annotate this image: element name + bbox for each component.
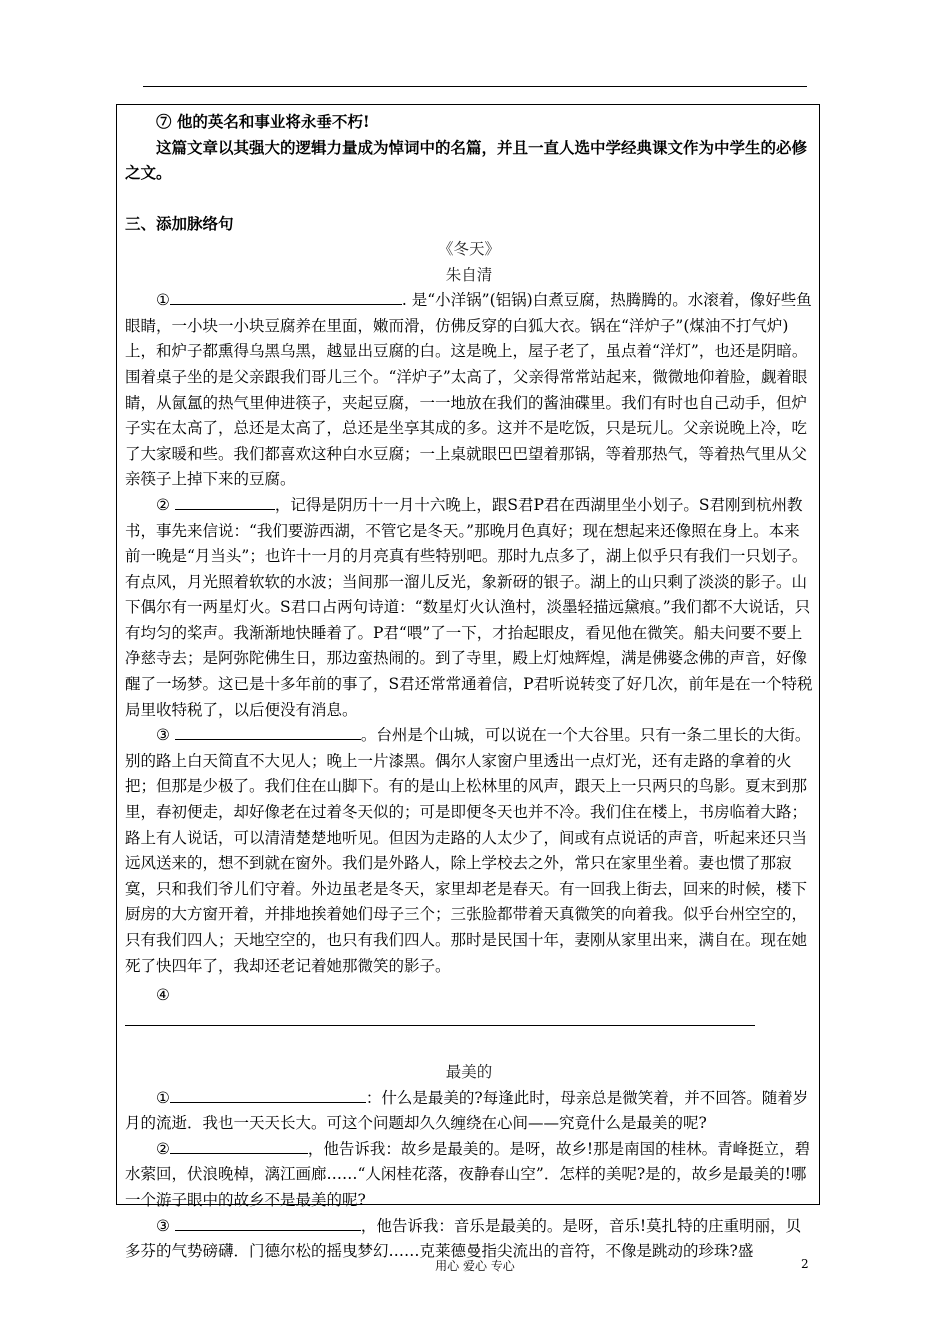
- header-rule: [143, 86, 807, 87]
- essay1-paragraph-1: ① . 是“小洋锅”(铝锅)白煮豆腐，热腾腾的。水滚着，像好些鱼眼睛，一小块一小块豆腐养在里面，嫩而滑，仿佛反穿的白狐大衣。锅在“洋炉子”(煤油不打气炉)上，和炉子都熏得乌黑乌黑，越显出豆腐的白。这是晚上，屋子老了，虽点着“洋灯”，也还是阴暗。围着桌子坐的是父亲跟我们哥儿三个。“洋炉子”太高了，父亲得常常站起来，微微地仰着脸，觑着眼睛，从氤氲的热气里伸进筷子，夹起豆腐，一一地放在我们的酱油碟里。我们有时也自己动手，但炉子实在太高了，总还是太高了，总还是坐享其成的多。这并不是吃饭，只是玩儿。父亲说晚上冷，吃了大家暖和些。我们都喜欢这种白水豆腐；一上桌就眼巴巴望着那锅，等着那热气，等着热气里从父亲筷子上掉下来的豆腐。: [125, 288, 813, 493]
- paragraph-number: ③: [156, 1216, 170, 1235]
- essay2-paragraph-3: ③ ，他告诉我：音乐是最美的。是呀，音乐!莫扎特的庄重明丽，贝多芬的气势磅礴．门德尔松的摇曳梦幻……克莱德曼指尖流出的音符，不像是跳动的珍珠?盛: [125, 1214, 813, 1265]
- paragraph-number: ③: [156, 726, 170, 745]
- paragraph-number: ②: [156, 495, 170, 514]
- intro-paragraph: 这篇文章以其强大的逻辑力量成为悼词中的名篇，并且一直人选中学经典课文作为中学生的必修之文。: [125, 137, 808, 183]
- fill-in-blank[interactable]: [125, 1009, 755, 1026]
- intro-line: ⑦ 他的英名和事业将永垂不朽!: [156, 112, 370, 131]
- content-body: [125, 109, 813, 1265]
- essay1-paragraph-2: ② ，记得是阴历十一月十六晚上，跟S君P君在西湖里坐小划子。S君刚到杭州教书，事先来信说：“我们要游西湖，不管它是冬天。”那晚月色真好；现在想起来还像照在身上。本来前一晚是“月当头”；也许十一月的月亮真有些特别吧。那时九点多了，湖上似乎只有我们一只划子。有点风，月光照着软软的水波；当间那一溜儿反光，象新砑的银子。湖上的山只剩了淡淡的影子。山下偶尔有一两星灯火。S君口占两句诗道：“数星灯火认渔村，淡墨轻描远黛痕。”我们都不大说话，只有均匀的桨声。我渐渐地快睡着了。P君“喂”了一下，才抬起眼皮，看见他在微笑。船夫问要不要上净慈寺去；是阿弥陀佛生日，那边蛮热闹的。到了寺里，殿上灯烛辉煌，满是佛婆念佛的声音，好像醒了一场梦。这已是十多年前的事了，S君还常常通着信，P君听说转变了好几次，前年是在一个特税局里收特税了，以后便没有消息。: [125, 493, 813, 723]
- essay1-author: 朱自清: [445, 265, 493, 284]
- fill-in-blank[interactable]: [175, 723, 361, 740]
- essay1-paragraph-4: [125, 983, 813, 1034]
- paragraph-number: ②: [156, 1139, 170, 1158]
- essay1-paragraph-3: ③ 。台州是个山城，可以说在一个大谷里。只有一条二里长的大街。别的路上白天简直不大见人；晚上一片漆黑。偶尔人家窗户里透出一点灯光，还有走路的拿着的火把；但那是少极了。我们住在山脚下。有的是山上松林里的风声，跟天上一只两只的鸟影。夏末到那里，春初便走，却好像老在过着冬天似的；可是即便冬天也并不冷。我们住在楼上，书房临着大路；路上有人说话，可以清清楚楚地听见。但因为走路的人太少了，间或有点说话的声音，听起来还只当远风送来的，想不到就在窗外。我们是外路人，除上学校去之外，常只在家里坐着。妻也惯了那寂寞，只和我们爷儿们守着。外边虽老是冬天，家里却老是春天。有一回我上街去，回来的时候，楼下厨房的大方窗开着，并排地挨着她们母子三个；三张脸都带着天真微笑的向着我。似乎台州空空的，只有我们四人；天地空空的，也只有我们四人。那时是民国十年，妻刚从家里出来，满自在。现在她死了快四年了，我却还老记着她那微笑的影子。: [125, 723, 813, 979]
- fill-in-blank[interactable]: [170, 288, 402, 305]
- paragraph-number: ①: [156, 291, 170, 310]
- content-frame: [116, 104, 820, 1261]
- page-number: 2: [801, 1257, 809, 1271]
- section-heading: 三、添加脉络句: [125, 214, 234, 234]
- paragraph-number: ④: [156, 986, 170, 1005]
- fill-in-blank[interactable]: [175, 493, 275, 510]
- essay1-title: 《冬天》: [437, 239, 500, 258]
- footer-motto: 用心 爱心 专心: [435, 1259, 515, 1273]
- essay2-paragraph-1: ① ：什么是最美的?每逢此时，母亲总是微笑着，并不回答。随着岁月的流逝．我也一天天长大。可这个问题却久久缠绕在心间——究竟什么是最美的呢?: [125, 1086, 813, 1137]
- essay2-title: 最美的: [445, 1062, 493, 1081]
- fill-in-blank[interactable]: [175, 1214, 361, 1231]
- fill-in-blank[interactable]: [170, 1137, 308, 1154]
- fill-in-blank[interactable]: [170, 1086, 366, 1103]
- essay2-paragraph-2: ② ，他告诉我：故乡是最美的。是呀，故乡!那是南国的桂林。青峰挺立，碧水萦回，伏浪晚棹，漓江画廊……“人闲桂花落，夜静春山空”．怎样的美呢?是的，故乡是最美的!哪一个游子眼中的故乡不是最美的呢?: [125, 1137, 813, 1214]
- page-footer: [0, 1257, 950, 1277]
- paragraph-number: ①: [156, 1088, 170, 1107]
